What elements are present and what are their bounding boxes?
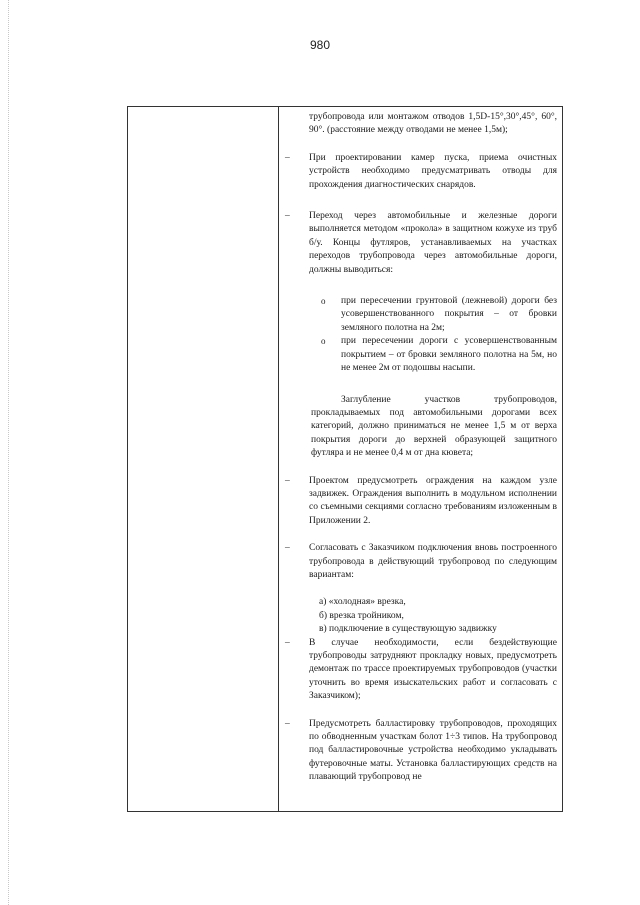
option-item: б) врезка тройником,	[319, 610, 404, 621]
list-item	[285, 637, 557, 704]
circle-bullet-icon: o	[321, 296, 326, 307]
list-item	[285, 475, 557, 529]
requirements-table	[127, 106, 563, 812]
sub-list-item	[285, 335, 557, 375]
dash-marker: –	[285, 211, 290, 222]
continuation-text: трубопровода или монтажом отводов 1,5D-15°,30°,45°, 60°, 90°. (расстояние между отводами не менее 1,5м);	[309, 112, 557, 136]
list-item	[285, 718, 557, 785]
circle-bullet-icon: o	[321, 336, 326, 347]
sub-list-item-text: при пересечении дороги с усовершенствованным покрытием – от бровки земляного полотна на 5м, но не менее 2м от подошвы насыпи.	[341, 336, 557, 374]
list-item-text: Проектом предусмотреть ограждения на каждом узле задвижек. Ограждения выполнить в модульном исполнении со съемными секциями согласно требованиям изложенным в Приложении 2.	[309, 475, 557, 526]
dash-marker: –	[285, 543, 290, 554]
list-item-text: Предусмотреть балластировку трубопроводов, проходящих по обводненным участкам болот 1÷3 типов. На трубопровод под балластировочные устройства необходимо укладывать футеровочные маты. Установка балластирующих средств на плавающий трубопровод не	[309, 718, 557, 783]
option-item: а) «холодная» врезка,	[319, 597, 406, 608]
page-number: 980	[309, 38, 331, 52]
requirements-cell	[285, 111, 557, 785]
dash-marker: –	[285, 637, 290, 648]
dash-marker: –	[285, 718, 290, 729]
list-item-text: При проектировании камер пуска, приема очистных устройств необходимо предусматривать отводы для прохождения диагностических снарядов.	[309, 152, 557, 190]
sub-list-item	[285, 295, 557, 335]
list-item	[285, 152, 557, 192]
sub-list-item-text: при пересечении грунтовой (лежневой) дороги без усовершенствованного покрытия – от бровки земляного полотна на 2м;	[341, 296, 557, 333]
list-item	[285, 542, 557, 582]
dash-marker: –	[285, 152, 290, 163]
column-divider	[278, 107, 279, 811]
list-item-text: Переход через автомобильные и железные дороги выполняется методом «прокола» в защитном кожухе из труб б/у. Концы футляров, устанавливаемых на участках переходов трубопровода через автомобильные дороги, должны выводиться:	[309, 211, 557, 275]
scan-edge	[8, 0, 10, 905]
option-item: в) подключение в существующую задвижку	[319, 624, 497, 635]
list-item-text: В случае необходимости, если бездействующие трубопроводы затрудняют прокладку новых, предусмотреть демонтаж по трассе проектируемых трубопроводов (участки уточнить во время изыскательских работ и согласовать с Заказчиком);	[309, 637, 557, 702]
depth-paragraph: Заглубление участков трубопроводов, прокладываемых под автомобильными дорогами всех категорий, должно приниматься не менее 1,5 м от верха покрытия дороги до верхней образующей защитного футляра и не менее 0,4 м от дна кювета;	[311, 394, 557, 459]
list-item	[285, 210, 557, 277]
list-item-text: Согласовать с Заказчиком подключения вновь построенного трубопровода в действующий трубопровод по следующим вариантам:	[309, 543, 557, 580]
dash-marker: –	[285, 475, 290, 486]
